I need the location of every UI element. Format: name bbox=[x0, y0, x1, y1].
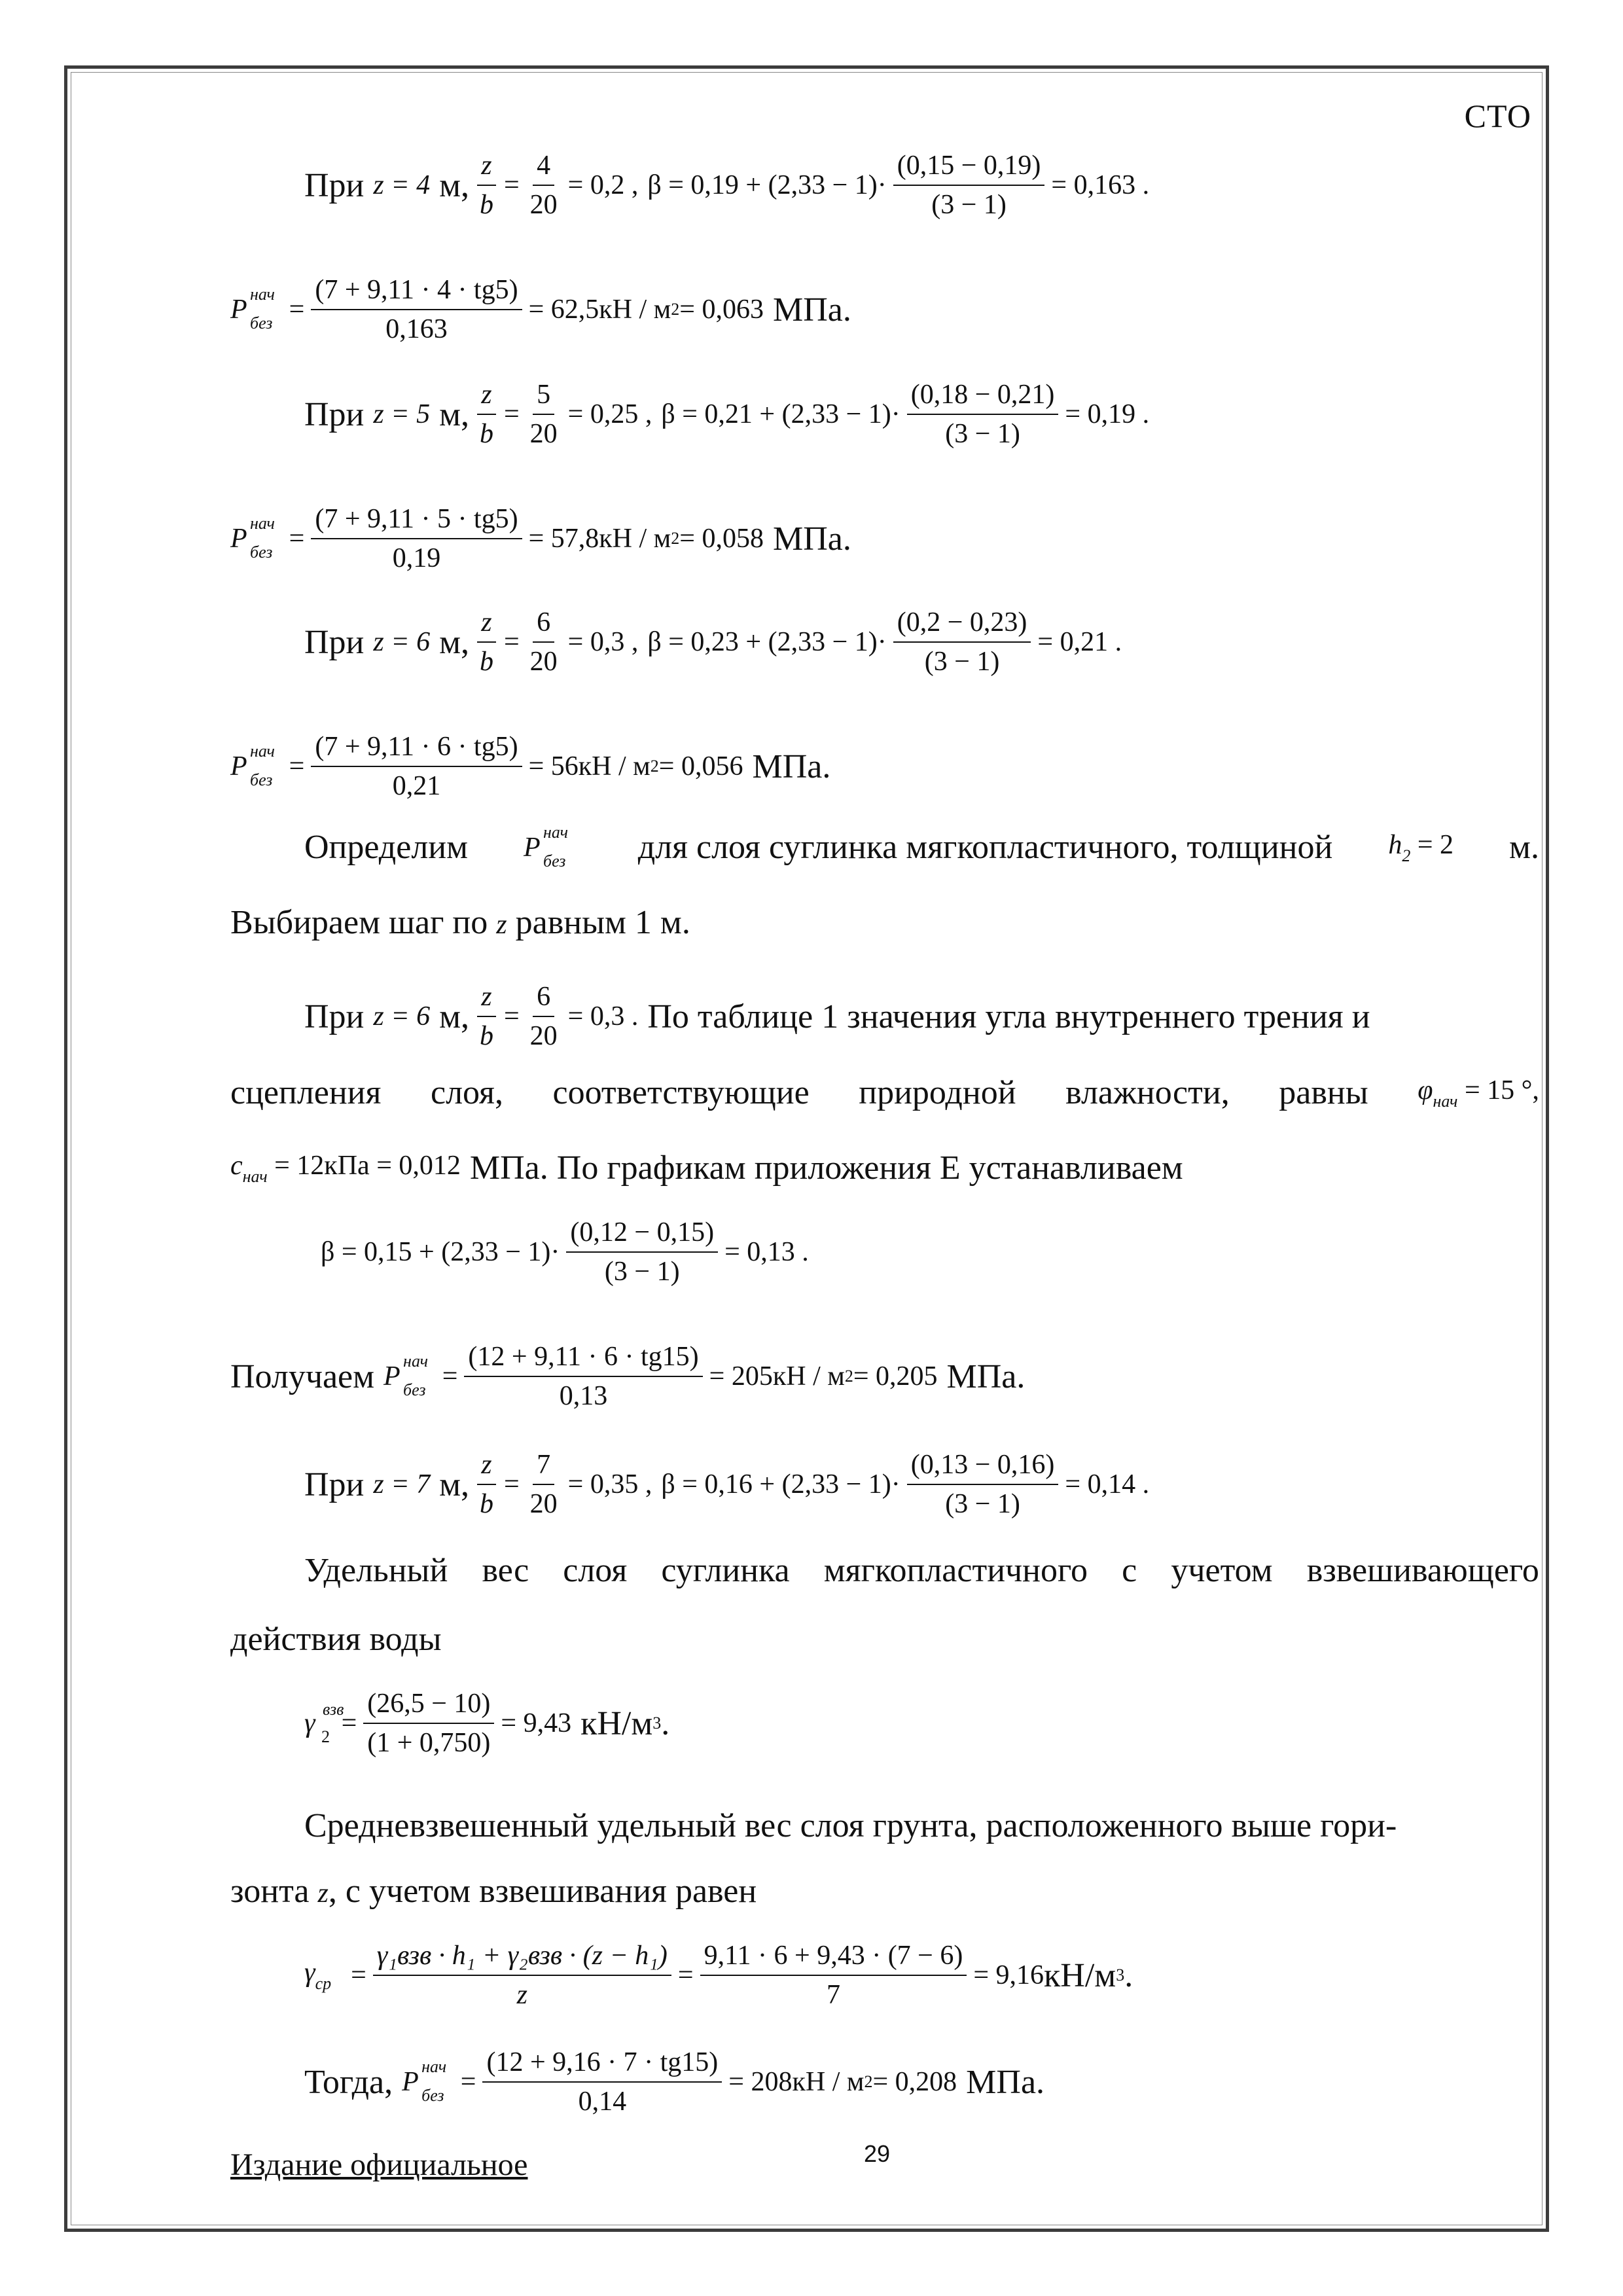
z-value: z = 4 bbox=[373, 170, 431, 201]
p-symbol: P нач без bbox=[230, 285, 275, 333]
equation-z5: При z = 5 м, $\frac{z}{b}$ = $\frac{5}{20}$ = 0,25 , β = 0,21 + (2,33 − 1)· $\frac{(0,18 - 0,21)}{(3 - 1)}$ = 0,19 . bbox=[304, 380, 1150, 450]
ratio-result: = 0,2 , bbox=[567, 170, 639, 201]
equation-p5: P нач без = $\frac{(7 + 9,11 \cdot 5 \cdot tg5)}{0,19}$ = 57,8кН / м 2 = 0,058 МПа. bbox=[230, 504, 851, 574]
equation-z4: При z = 4 м, $\frac{z}{b}$ = $\frac{4}{20}$ = 0,2 , β = 0,19 + (2,33 − 1)· $\frac{(0,15 - 0,19)}{(3 - 1)}$ = 0,163 . bbox=[304, 151, 1150, 221]
paragraph-cohesion: сцепления слоя, соответствующие природной влажности, равны $\varphi_{нач} = 15$ °, bbox=[230, 1074, 1539, 1111]
paragraph-determine: Определим P нач без для слоя суглинка мягкопластичного, толщиной $h_2 = 2$ м. bbox=[304, 822, 1539, 870]
document-code: СТО bbox=[1464, 98, 1531, 134]
p-result-mpa: = 0,063 bbox=[679, 295, 764, 325]
equation-p-result-205: Получаем P нач без = $\frac{(12 + 9,11 \cdot 6 \cdot tg15)}{0,13}$ = 205кН / м 2 = 0,205 МПа. bbox=[230, 1342, 1026, 1412]
p-fraction: $\frac{(7 + 9,11 \cdot 4 \cdot tg5)}{0,163}$ bbox=[311, 275, 522, 344]
equation-z7: При z = 7 м, $\frac{z}{b}$ = $\frac{7}{20}$ = 0,35 , β = 0,16 + (2,33 − 1)· $\frac{(0,13 - 0,16)}{(3 - 1)}$ = 0,14 . bbox=[304, 1450, 1150, 1520]
equation-z6: При z = 6 м, $\frac{z}{b}$ = $\frac{6}{20}$ = 0,3 , β = 0,23 + (2,33 − 1)· $\frac{(0,2 - 0,23)}{(3 - 1)}$ = 0,21 . bbox=[304, 607, 1122, 677]
beta-expression: β = 0,19 + (2,33 − 1)· bbox=[647, 170, 887, 201]
edition-label: Издание официальное bbox=[230, 2147, 528, 2182]
unit-m: м, bbox=[439, 166, 469, 204]
p-result: = 62,5кН / м bbox=[528, 295, 671, 325]
equation-beta-table: β = 0,15 + (2,33 − 1)· $\frac{(0,12 - 0,15)}{(3 - 1)}$ = 0,13 . bbox=[321, 1217, 809, 1287]
equation-p4: P нач без = $\frac{(7 + 9,11 \cdot 4 \cdot tg5)}{0,163}$ = 62,5кН / м 2 = 0,063 МПа. bbox=[230, 275, 851, 345]
fraction-z-b: $\frac{z}{b}$ bbox=[476, 151, 497, 220]
beta-result: = 0,163 . bbox=[1051, 170, 1150, 201]
pri-label: При bbox=[304, 166, 365, 204]
equation-gamma2: γ взв 2 = $\frac{(26,5 - 10)}{(1 + 0,750)}$ = 9,43 кН/м 3 . bbox=[304, 1689, 670, 1759]
equation-gamma-avg: $\gamma_{ср}$ = $\frac{\text{γ₁взв · h₁ + γ₂взв · (z − h₁)}}{z}$ = $\frac{9,11 \cdot 6 + 9,43 \cdot (7 - 6)}{7}$ = 9,16 кН/м 3 . bbox=[304, 1941, 1133, 2011]
paragraph-horizon: зонта z, с учетом взвешивания равен bbox=[230, 1873, 757, 1910]
fraction-z-b: $\frac{z}{b}$ bbox=[476, 380, 497, 449]
paragraph-step: Выбираем шаг по z равным 1 м. bbox=[230, 904, 690, 941]
table-reference-text: По таблице 1 значения угла внутреннего трения и bbox=[647, 997, 1370, 1035]
paragraph-avg-weight: Средневзвешенный удельный вес слоя грунта, расположенного выше гори- bbox=[304, 1807, 1397, 1844]
equation-z6-table: При z = 6 м, $\frac{z}{b}$ = $\frac{6}{20}$ = 0,3 . По таблице 1 значения угла внутреннего трения и bbox=[304, 982, 1370, 1052]
paragraph-water: действия воды bbox=[230, 1621, 442, 1658]
page-number: 29 bbox=[864, 2140, 891, 2167]
cohesion-value-line: $c_{нач} = 12кПа = 0,012$ МПа. По графикам приложения Е устанавливаем bbox=[230, 1149, 1183, 1187]
fraction-value: $\frac{4}{20}$ bbox=[529, 151, 558, 221]
equation-p-result-208: Тогда, P нач без = $\frac{(12 + 9,16 \cdot 7 \cdot tg15)}{0,14}$ = 208кН / м 2 = 0,208 МПа. bbox=[304, 2047, 1045, 2117]
beta-fraction: $\frac{(0,15 - 0,19)}{(3 - 1)}$ bbox=[893, 151, 1045, 220]
paragraph-unit-weight: Удельный вес слоя суглинка мягкопластичного с учетом взвешивающего bbox=[304, 1552, 1539, 1589]
equation-p6: P нач без = $\frac{(7 + 9,11 \cdot 6 \cdot tg5)}{0,21}$ = 56кН / м 2 = 0,056 МПа. bbox=[230, 732, 831, 802]
